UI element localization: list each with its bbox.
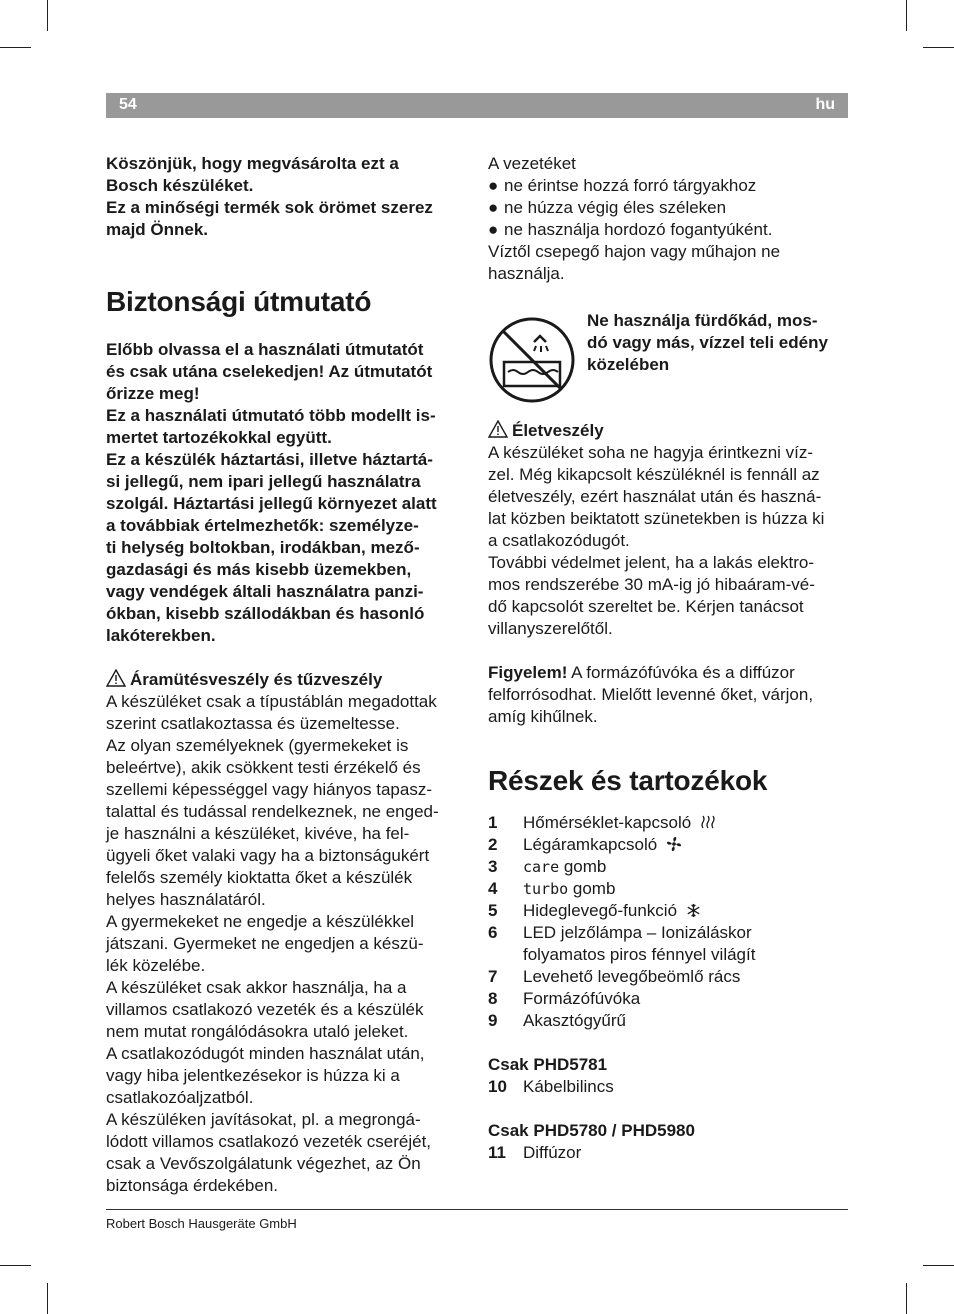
- text-line: dó vagy más, vízzel teli edény: [587, 333, 828, 352]
- text-line: je használni a készüléket, kivéve, ha fel-: [106, 824, 410, 843]
- bath-warning-text: [587, 310, 849, 376]
- text-line: ti helység boltokban, irodákban, mező-: [106, 538, 420, 557]
- life-danger-warning-title: [488, 420, 848, 442]
- text-line: közelében: [587, 355, 670, 374]
- part-number: 8: [488, 989, 498, 1008]
- part-label: Formázófúvóka: [523, 989, 641, 1008]
- text-line: villamos csatlakozó vezeték és a készülék: [106, 1000, 424, 1019]
- snowflake-icon: [686, 903, 701, 918]
- text-line: villanyszerelőtől.: [488, 619, 613, 638]
- text-line: vagy vendégek általi használatra panzi-: [106, 582, 424, 601]
- part-number: 3: [488, 857, 498, 876]
- intro-text: [106, 153, 468, 241]
- part-number: 4: [488, 879, 498, 898]
- text-line: A gyermekeket ne engedje a készülékkel: [106, 912, 415, 931]
- safety-heading: Biztonsági útmutató: [106, 286, 372, 317]
- part-number: 10: [488, 1077, 507, 1096]
- care-label: care: [523, 858, 560, 876]
- page-number: 54: [119, 96, 137, 113]
- text-line: a továbbiak értelmezhetők: személyze-: [106, 516, 419, 535]
- text-line: A készüléket csak a típustáblán megadottak: [106, 692, 437, 711]
- parts-list: [488, 812, 848, 1032]
- fan-icon: [666, 836, 682, 852]
- text-line: csak a Vevőszolgálatunk végezhet, az Ön: [106, 1154, 421, 1173]
- text-line: helyes használatáról.: [106, 890, 266, 909]
- model-heading: Csak PHD5780 / PHD5980: [488, 1121, 695, 1140]
- text-line: felelős személy kioktatta őket a készülék: [106, 868, 413, 887]
- text-line: szerint csatlakoztassa és üzemeltesse.: [106, 714, 400, 733]
- warning-triangle-icon: [106, 669, 126, 687]
- bath-warning: [488, 310, 848, 420]
- text-line: talattal és tudással rendelkeznek, ne enged-: [106, 802, 439, 821]
- text-line: gazdasági és más kisebb üzemekben,: [106, 560, 412, 579]
- part-number: 7: [488, 967, 498, 986]
- text-line: őrizze meg!: [106, 384, 200, 403]
- text-line: játszani. Gyermeket ne engedjen a készü-: [106, 934, 424, 953]
- list-item: [488, 812, 848, 834]
- text-line: ókban, kisebb szállodákban és hasonló: [106, 604, 425, 623]
- safety-intro: [106, 339, 468, 647]
- text-line: lék közelébe.: [106, 956, 206, 975]
- crop-mark: [923, 47, 954, 48]
- bullet-text: ne húzza végig éles széleken: [504, 198, 727, 217]
- right-column: [488, 153, 848, 1164]
- crop-mark: [47, 1283, 48, 1314]
- bullet-item: [488, 219, 848, 241]
- text-line: Ne használja fürdőkád, mos-: [587, 311, 818, 330]
- text-line: si jellegű, nem ipari jellegű használatra: [106, 472, 421, 491]
- part-label: Levehető levegőbeömlő rács: [523, 967, 741, 986]
- part-label: Kábelbilincs: [523, 1077, 614, 1096]
- part-label: gomb: [568, 879, 616, 898]
- text-line: lakóterekben.: [106, 626, 216, 645]
- text-line: Ez a minőségi termék sok örömet szerez: [106, 198, 433, 217]
- text-line: Ez a készülék háztartási, illetve háztartá-: [106, 450, 433, 469]
- text-line: és csak utána cselekedjen! Az útmutatót: [106, 362, 433, 381]
- text-line: Víztől csepegő hajon vagy műhajon ne: [488, 242, 781, 261]
- text-line: ügyeli őket valaki vagy ha a biztonságukért: [106, 846, 430, 865]
- list-item: [488, 1142, 848, 1164]
- list-item: [488, 988, 848, 1010]
- text-line: biztonsága érdekében.: [106, 1176, 279, 1195]
- crop-mark: [906, 0, 907, 31]
- text-line: A készüléken javításokat, pl. a megrongá-: [106, 1110, 421, 1129]
- bullet-icon: ●: [488, 220, 499, 239]
- part-label: gomb: [559, 857, 607, 876]
- attention-text: A formázófúvóka és a diffúzor: [567, 663, 795, 682]
- text-line: nem mutat rongálódásokra utaló jeleket.: [106, 1022, 409, 1041]
- warning-triangle-icon: [488, 420, 508, 438]
- left-column: [106, 153, 468, 1197]
- part-label: Hideglevegő-funkció: [523, 901, 678, 920]
- text-line: lat közben beiktatott szünetekben is húzza ki: [488, 509, 825, 528]
- list-item: [488, 856, 848, 878]
- bullet-text: ne használja hordozó fogantyúként.: [504, 220, 773, 239]
- text-line: lódott villamos csatlakozó vezeték cseréjét,: [106, 1132, 432, 1151]
- turbo-label: turbo: [523, 880, 569, 898]
- part-label: Diffúzor: [523, 1143, 582, 1162]
- part-number: 1: [488, 813, 498, 832]
- parts-heading: Részek és tartozékok: [488, 765, 768, 796]
- text-line: amíg kihűlnek.: [488, 707, 598, 726]
- bullet-icon: ●: [488, 176, 499, 195]
- text-line: szolgál. Háztartási jellegű környezet alatt: [106, 494, 437, 513]
- warning-title-text: Áramütésveszély és tűzveszély: [130, 670, 383, 689]
- bullet-text: ne érintse hozzá forró tárgyakhoz: [504, 176, 757, 195]
- part-label: Hőmérséklet-kapcsoló: [523, 813, 692, 832]
- text-line: Az olyan személyeknek (gyermekeket is: [106, 736, 409, 755]
- part-number: 2: [488, 835, 498, 854]
- page-header: [106, 93, 848, 118]
- language-code: hu: [815, 96, 835, 113]
- bullet-item: [488, 175, 848, 197]
- text-line: a csatlakozódugót.: [488, 531, 630, 550]
- footer-divider: [106, 1209, 848, 1210]
- part-label: LED jelzőlámpa – Ionizáláskor: [523, 923, 752, 942]
- list-item: [488, 1076, 848, 1098]
- part-label: folyamatos piros fénnyel világít: [523, 945, 756, 964]
- list-item: [488, 1010, 848, 1032]
- text-line: Ez a használati útmutató több modellt is-: [106, 406, 436, 425]
- text-line: zel. Még kikapcsolt készüléknél is fennáll az: [488, 465, 820, 484]
- text-line: vagy hiba jelentkezésekor is húzza ki a: [106, 1066, 400, 1085]
- bullet-icon: ●: [488, 198, 499, 217]
- text-line: A készüléket soha ne hagyja érintkezni víz-: [488, 443, 814, 462]
- attention-label: Figyelem!: [488, 663, 568, 682]
- text-line: használja.: [488, 264, 565, 283]
- part-number: 9: [488, 1011, 498, 1030]
- text-line: szellemi képességgel vagy hiányos tapasz-: [106, 780, 433, 799]
- text-line: [488, 662, 848, 684]
- text-line: A készüléket csak akkor használja, ha a: [106, 978, 407, 997]
- part-number: 5: [488, 901, 498, 920]
- crop-mark: [923, 1265, 954, 1266]
- shock-fire-warning-title: [106, 669, 468, 691]
- text-line: Előbb olvassa el a használati útmutatót: [106, 340, 424, 359]
- text-line: mos rendszerébe 30 mA-ig jó hibaáram-vé-: [488, 575, 815, 594]
- text-line: mertet tartozékokkal együtt.: [106, 428, 332, 447]
- shock-fire-warning-body: [106, 691, 468, 1197]
- list-item: [488, 922, 848, 966]
- list-item: [488, 834, 848, 856]
- list-item: [488, 900, 848, 922]
- crop-mark: [0, 47, 31, 48]
- life-danger-warning-body: [488, 442, 848, 640]
- bullet-item: [488, 197, 848, 219]
- text-line: felforrósodhat. Mielőtt levenné őket, várjon,: [488, 685, 814, 704]
- text-line: A vezetéket: [488, 154, 576, 173]
- model-heading: Csak PHD5781: [488, 1055, 608, 1074]
- text-line: dő kapcsolót szereltet be. Kérjen tanácsot: [488, 597, 804, 616]
- no-bathtub-icon: [488, 316, 576, 404]
- part-label: Légáramkapcsoló: [523, 835, 658, 854]
- crop-mark: [906, 1283, 907, 1314]
- text-line: beleértve), akik csökkent testi érzékelő és: [106, 758, 421, 777]
- text-line: További védelmet jelent, ha a lakás elektro-: [488, 553, 815, 572]
- list-item: [488, 878, 848, 900]
- text-line: Bosch készüléket.: [106, 176, 254, 195]
- part-label: Akasztógyűrű: [523, 1011, 626, 1030]
- text-line: csatlakozóaljzatból.: [106, 1088, 254, 1107]
- list-item: [488, 966, 848, 988]
- part-number: 11: [488, 1143, 506, 1162]
- footer-company: Robert Bosch Hausgeräte GmbH: [106, 1216, 297, 1231]
- part-number: 6: [488, 923, 498, 942]
- text-line: Köszönjük, hogy megvásárolta ezt a: [106, 154, 399, 173]
- text-line: életveszély, ezért használat után és haszná-: [488, 487, 822, 506]
- heat-icon: [700, 814, 716, 830]
- crop-mark: [47, 0, 48, 31]
- warning-title-text: Életveszély: [512, 421, 604, 440]
- text-line: majd Önnek.: [106, 220, 209, 239]
- crop-mark: [0, 1265, 31, 1266]
- text-line: A csatlakozódugót minden használat után,: [106, 1044, 425, 1063]
- attention-note: [488, 662, 848, 728]
